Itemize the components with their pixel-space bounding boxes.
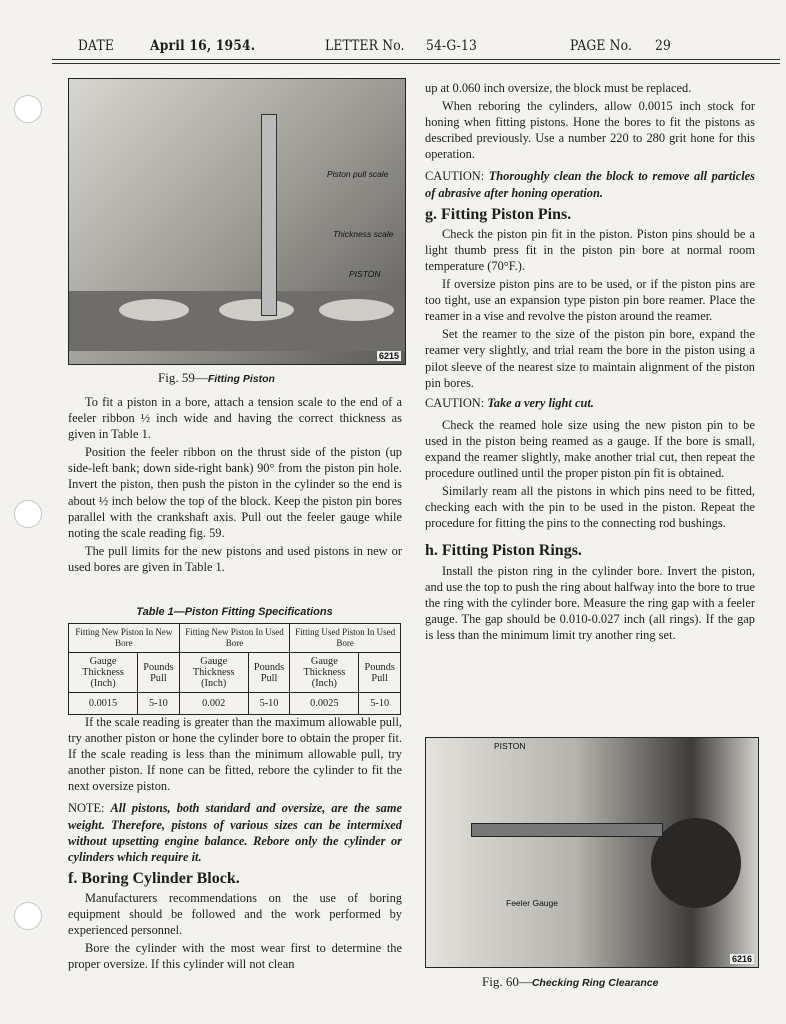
figure-59-caption <box>158 370 275 386</box>
figure-60-caption <box>482 974 658 990</box>
paragraph: Bore the cylinder with the most wear first to determine the proper oversize. If this cylinder will not clean <box>68 941 402 972</box>
feeler-gauge <box>471 823 663 837</box>
fig-label: Piston pull scale <box>327 169 389 179</box>
table-group-header: Fitting Used Piston In Used Bore <box>290 624 401 653</box>
header-rule <box>52 63 780 64</box>
page-value: 29 <box>655 38 672 54</box>
paragraph: Set the reamer to the size of the piston pin bore, expand the reamer very slightly, and trial ream the bore in the piston using a pilot sleeve of the nearest size to maintain alignment of the piston pin bores. <box>425 327 755 390</box>
letter-label: LETTER No. <box>325 38 405 54</box>
left-column-top <box>68 394 402 577</box>
left-column-bottom <box>68 714 402 974</box>
paragraph: Install the piston ring in the cylinder bore. Invert the piston, and use the top to push the ring about halfway into the bore to true the ring with the cylinder bore. Measure the ring gap with a feeler gauge. The gap should be 0.010-0.027 inch (all rings). If the gap is less than the minimum limit try another ring set. <box>425 563 755 642</box>
table-column-header: Pounds Pull <box>248 653 290 693</box>
paragraph: To fit a piston in a bore, attach a tension scale to the end of a feeler ribbon ½ inch wide and having the correct thickness as given in Table 1. <box>68 395 402 442</box>
punch-hole <box>14 902 42 930</box>
paragraph: Similarly ream all the pistons in which pins need to be fitted, checking each with the pin to be used in the piston. Repeat the procedure for fitting the pins to the connecting rod bushings. <box>425 484 755 531</box>
paragraph: Position the feeler ribbon on the thrust side of the piston (up side-left bank; down side-right bank) 90° from the piston pin hole. Invert the piston, then push the piston in the cylinder so the end is about ½ inch below the top of the block. Keep the piston pin bores parallel with the crankshaft axis. Pull out the feeler gauge while noting the scale reading fig. 59. <box>68 445 402 540</box>
punch-hole <box>14 500 42 528</box>
figure-number: 6216 <box>731 954 752 964</box>
paragraph: Manufacturers recommendations on the use of boring equipment should be followed and the work performed by experienced personnel. <box>68 890 402 938</box>
section-heading: h. Fitting Piston Rings. <box>425 542 582 560</box>
caution-text: Thoroughly clean the block to remove all particles of abrasive after honing operation. <box>425 169 755 200</box>
date-value: April 16, 1954. <box>150 38 256 54</box>
date-label: DATE <box>78 38 115 54</box>
table-cell: 5-10 <box>138 693 180 715</box>
piston-pull-scale <box>261 114 277 316</box>
paragraph: Check the piston pin fit in the piston. Piston pins should be a light thumb press fit in the piston pin bore at normal room temperature (70°F.). <box>425 226 755 273</box>
paragraph: The pull limits for the new pistons and used pistons in new or used bores are given in Table 1. <box>68 543 402 574</box>
figure-number: 6215 <box>378 351 399 361</box>
punch-hole <box>14 95 42 123</box>
fig-label: Feeler Gauge <box>506 898 558 908</box>
header-rule <box>52 59 780 60</box>
caption-title: Fitting Piston <box>207 373 275 385</box>
table-column-header: Pounds Pull <box>138 653 180 693</box>
table-column-header: Gauge Thickness (Inch) <box>179 653 248 693</box>
page-label: PAGE No. <box>570 38 633 54</box>
table-column-header: Gauge Thickness (Inch) <box>69 653 138 693</box>
paragraph: Check the reamed hole size using the new piston pin to be used in the piston being reamed as a gauge. If the bore is small, expand the reamer slightly, make another trial cut, then repeat the procedure outlined until the proper piston pin fit is obtained. <box>425 417 755 481</box>
paragraph: If oversize piston pins are to be used, or if the piston pins are too tight, use an expansion type piston pin bore reamer. Place the reamer in a vise and revolve the piston around the reamer. <box>425 277 755 324</box>
caption-prefix: Fig. 59— <box>158 370 208 385</box>
cylinder-bore <box>651 818 741 908</box>
table-title: Table 1—Piston Fitting Specifications <box>136 606 333 618</box>
paragraph: When reboring the cylinders, allow 0.0015 inch stock for honing when fitting pistons. Hone the bores to fit the pistons as described previously. Use a number 220 to 280 grit hone for this operation. <box>425 99 755 162</box>
table-cell: 5-10 <box>359 693 401 715</box>
table-group-header: Fitting New Piston In New Bore <box>69 624 180 653</box>
fig-label: PISTON <box>349 269 381 279</box>
table-cell: 0.002 <box>179 693 248 715</box>
caution-label: CAUTION: <box>425 169 485 184</box>
table-column-header: Pounds Pull <box>359 653 401 693</box>
table-row <box>69 693 401 715</box>
note <box>68 800 402 864</box>
note-label: NOTE: <box>68 801 105 816</box>
caption-title: Checking Ring Clearance <box>531 977 659 989</box>
fig-label: Thickness scale <box>333 229 394 239</box>
table-cell: 0.0025 <box>290 693 359 715</box>
table-cell: 0.0015 <box>69 693 138 715</box>
paragraph: up at 0.060 inch oversize, the block must be replaced. <box>425 81 692 95</box>
right-column <box>425 80 755 645</box>
caution <box>425 395 755 411</box>
letter-value: 54-G-13 <box>426 38 477 54</box>
table-column-header: Gauge Thickness (Inch) <box>290 653 359 693</box>
caption-prefix: Fig. 60— <box>482 974 532 989</box>
note-text: All pistons, both standard and oversize, are the same weight. Therefore, pistons of various sizes can be intermixed without upsetting engine balance. Rebore only the cylinder or cylinders which require it. <box>68 801 402 864</box>
section-heading: g. Fitting Piston Pins. <box>425 205 572 223</box>
figure-59-image <box>68 78 406 365</box>
section-heading: f. Boring Cylinder Block. <box>68 869 240 887</box>
caution <box>425 168 755 200</box>
table-group-header: Fitting New Piston In Used Bore <box>179 624 290 653</box>
fig-label: PISTON <box>494 741 526 751</box>
caution-text: Take a very light cut. <box>487 395 594 410</box>
table-cell: 5-10 <box>248 693 290 715</box>
piston-fitting-table <box>68 623 401 715</box>
paragraph: If the scale reading is greater than the maximum allowable pull, try another piston or hone the cylinder bore to obtain the proper fit. If the scale reading is less than the minimum allowable pull, try another piston. If none can be fitted, rebore the cylinder to fit the next oversize piston. <box>68 715 402 794</box>
figure-60-image <box>425 737 759 968</box>
caution-label: CAUTION: <box>425 395 485 410</box>
